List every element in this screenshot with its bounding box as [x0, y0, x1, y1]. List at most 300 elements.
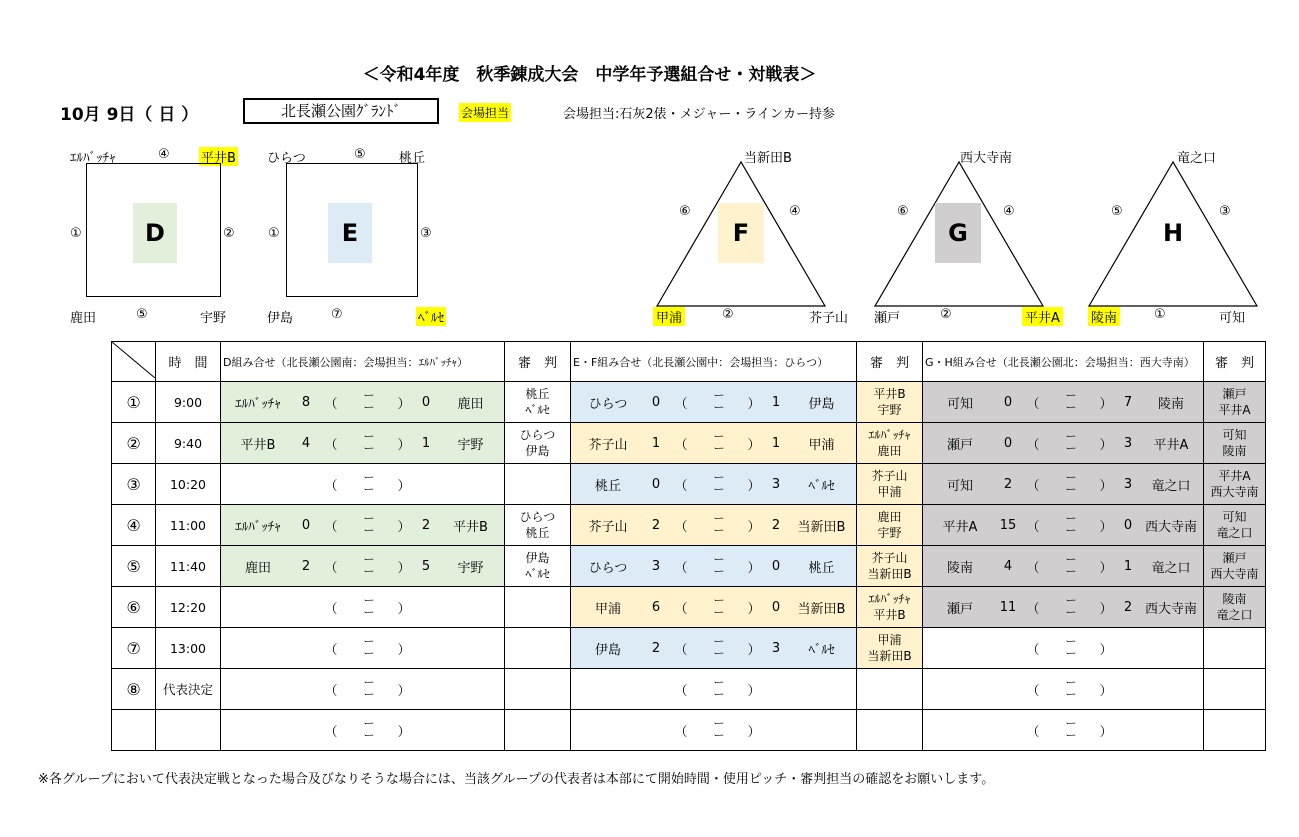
dash-bottom: ー [1065, 688, 1077, 701]
score-home: 0 [1003, 394, 1013, 410]
schedule-table [111, 341, 1266, 751]
dash-bottom: ー [1065, 483, 1077, 496]
match-time: 9:40 [156, 423, 221, 464]
team-home: 鹿田 [244, 560, 271, 576]
referee-1: 平井B [873, 387, 906, 401]
score-home: 0 [651, 476, 661, 492]
score-dash [345, 677, 393, 701]
referee-2: ﾍﾞﾙｾ [525, 567, 550, 581]
dash-top: ー [1065, 389, 1077, 402]
match-cell-ef [571, 546, 857, 587]
open-paren: （ [1026, 396, 1040, 412]
close-paren: ） [397, 519, 411, 535]
dash-bottom: ー [1065, 442, 1077, 455]
referee-cell [857, 546, 923, 587]
referee-cell [1204, 505, 1266, 546]
score-home: 8 [301, 394, 311, 410]
close-paren: ） [1099, 519, 1113, 535]
score-dash [1047, 431, 1095, 455]
dash-top: ー [363, 430, 375, 443]
close-paren: ） [747, 601, 761, 617]
referee-2: 平井B [873, 608, 906, 622]
team-home: ｴﾙﾊﾞｯﾁｬ [235, 396, 281, 412]
score-dash [345, 636, 393, 660]
match-time [156, 710, 221, 751]
open-paren: （ [674, 683, 688, 699]
round-number: ③ [112, 464, 156, 505]
referee-cell [1204, 669, 1266, 710]
group-f-num-bottom: ② [722, 307, 734, 322]
open-paren: （ [1026, 560, 1040, 576]
team-home: 瀬戸 [946, 437, 973, 453]
table-row [112, 628, 1266, 669]
close-paren: ） [1099, 601, 1113, 617]
close-paren: ） [1099, 437, 1113, 453]
referee-1: 鹿田 [877, 510, 902, 524]
referee-2: 桃丘 [525, 526, 550, 540]
score-dash [695, 472, 743, 496]
referee-cell [857, 505, 923, 546]
referee-cell [1204, 546, 1266, 587]
team-home: 瀬戸 [946, 601, 973, 617]
dash-top: ー [713, 676, 725, 689]
table-row [112, 382, 1266, 423]
team-home: ひらつ [588, 396, 628, 412]
referee-cell [857, 464, 923, 505]
referee-cell [505, 587, 571, 628]
open-paren: （ [674, 724, 688, 740]
group-h-label: H [1162, 219, 1184, 247]
dash-bottom: ー [1065, 524, 1077, 537]
close-paren: ） [747, 478, 761, 494]
dash-top: ー [1065, 430, 1077, 443]
score-dash [1047, 472, 1095, 496]
dash-bottom: ー [363, 688, 375, 701]
open-paren: （ [1026, 519, 1040, 535]
referee-1: 可知 [1222, 428, 1247, 442]
match-cell-gh [923, 464, 1204, 505]
header-gh: G・H組み合せ（北長瀬公園北：会場担当：西大寺南） [923, 342, 1204, 382]
team-away: 鹿田 [457, 396, 484, 412]
dash-top: ー [713, 717, 725, 730]
score-away: 0 [1123, 517, 1133, 533]
match-time: 11:00 [156, 505, 221, 546]
score-away: 5 [421, 558, 431, 574]
open-paren: （ [324, 683, 338, 699]
score-away: 3 [771, 640, 781, 656]
referee-cell [857, 710, 923, 751]
referee-cell [1204, 423, 1266, 464]
dash-top: ー [363, 471, 375, 484]
dash-bottom: ー [713, 401, 725, 414]
match-date: 10月 9日（ 日 ） [60, 105, 199, 125]
score-away: 2 [771, 517, 781, 533]
match-cell-ef [571, 423, 857, 464]
team-home: 平井B [240, 437, 276, 453]
group-d-num-bottom: ⑤ [136, 307, 148, 322]
referee-cell [1204, 628, 1266, 669]
referee-2: 宇野 [877, 526, 902, 540]
score-home: 2 [1003, 476, 1013, 492]
referee-cell [505, 464, 571, 505]
group-e-num-bottom: ⑦ [331, 307, 343, 322]
score-home: 4 [1003, 558, 1013, 574]
referee-2: 陵南 [1222, 444, 1247, 458]
score-home: 0 [1003, 435, 1013, 451]
dash-bottom: ー [1065, 606, 1077, 619]
team-home: 伊島 [594, 642, 621, 658]
open-paren: （ [1026, 724, 1040, 740]
header-d: D組み合せ（北長瀬公園南：会場担当：ｴﾙﾊﾞｯﾁｬ） [221, 342, 505, 382]
close-paren: ） [397, 396, 411, 412]
round-number: ⑥ [112, 587, 156, 628]
open-paren: （ [324, 478, 338, 494]
referee-2: 西大寺南 [1210, 485, 1259, 499]
team-away: 宇野 [457, 437, 484, 453]
open-paren: （ [674, 478, 688, 494]
match-cell-gh [923, 587, 1204, 628]
referee-2: 西大寺南 [1210, 567, 1259, 581]
match [923, 669, 1203, 709]
group-f-team-bl: 甲浦 [653, 307, 685, 326]
dash-top: ー [363, 389, 375, 402]
dash-bottom: ー [1065, 729, 1077, 742]
referee-2: 当新田B [867, 649, 912, 663]
referee-cell [1204, 710, 1266, 751]
group-d-label: D [133, 203, 177, 263]
referee-1: 伊島 [525, 551, 550, 565]
round-number: ④ [112, 505, 156, 546]
match-cell-ef [571, 669, 857, 710]
dash-top: ー [363, 635, 375, 648]
close-paren: ） [397, 724, 411, 740]
round-number [112, 710, 156, 751]
dash-bottom: ー [713, 483, 725, 496]
dash-bottom: ー [713, 442, 725, 455]
match [923, 710, 1203, 750]
score-dash [1047, 513, 1095, 537]
group-d-team-bl: 鹿田 [70, 311, 97, 326]
round-number: ② [112, 423, 156, 464]
score-home: 3 [651, 558, 661, 574]
close-paren: ） [747, 519, 761, 535]
referee-1: ひらつ [519, 510, 556, 524]
round-number: ⑦ [112, 628, 156, 669]
group-h-team-br: 可知 [1219, 311, 1246, 326]
team-home: 可知 [946, 396, 973, 412]
team-away: 西大寺南 [1144, 601, 1197, 617]
score-home: 15 [999, 517, 1017, 533]
match [221, 587, 504, 627]
dash-top: ー [713, 430, 725, 443]
match [571, 628, 856, 668]
dash-bottom: ー [1065, 565, 1077, 578]
dash-top: ー [713, 389, 725, 402]
group-d-num-top: ④ [158, 147, 170, 162]
dash-top: ー [1065, 553, 1077, 566]
match-cell-d [221, 669, 505, 710]
score-home: 11 [999, 599, 1017, 615]
team-home: 可知 [946, 478, 973, 494]
match [571, 546, 856, 586]
duty-tag: 会場担当 [459, 103, 511, 122]
dash-top: ー [1065, 594, 1077, 607]
table-row [112, 669, 1266, 710]
header-ref-1: 審 判 [505, 342, 571, 382]
dash-top: ー [713, 471, 725, 484]
match-cell-d [221, 382, 505, 423]
dash-top: ー [363, 553, 375, 566]
referee-1: ひらつ [519, 428, 556, 442]
open-paren: （ [674, 642, 688, 658]
referee-2: 竜之口 [1216, 608, 1253, 622]
group-d-num-right: ② [223, 226, 235, 241]
dash-top: ー [1065, 471, 1077, 484]
round-number: ① [112, 382, 156, 423]
open-paren: （ [674, 560, 688, 576]
match [221, 464, 504, 504]
table-row [112, 710, 1266, 751]
match-cell-ef [571, 587, 857, 628]
match-cell-ef [571, 505, 857, 546]
match [923, 628, 1203, 668]
dash-top: ー [363, 717, 375, 730]
header-ef: E・F組み合せ（北長瀬公園中：会場担当：ひらつ） [571, 342, 857, 382]
match-cell-d [221, 505, 505, 546]
open-paren: （ [1026, 437, 1040, 453]
referee-cell [1204, 382, 1266, 423]
score-away: 0 [421, 394, 431, 410]
score-dash [1047, 677, 1095, 701]
footer-note: ※各グループにおいて代表決定戦となった場合及びなりそうな場合には、当該グループの代表者は本部にて開始時間・使用ピッチ・審判担当の確認をお願いします。 [38, 772, 995, 787]
match [923, 505, 1203, 545]
table-row [112, 546, 1266, 587]
header-ref-2: 審 判 [857, 342, 923, 382]
dash-bottom: ー [713, 688, 725, 701]
dash-bottom: ー [363, 524, 375, 537]
referee-cell [857, 423, 923, 464]
score-dash [1047, 718, 1095, 742]
open-paren: （ [324, 396, 338, 412]
round-number: ⑧ [112, 669, 156, 710]
referee-cell [857, 628, 923, 669]
referee-2: 竜之口 [1216, 526, 1253, 540]
group-f-label: F [718, 203, 764, 263]
score-dash [1047, 390, 1095, 414]
referee-cell [1204, 587, 1266, 628]
referee-cell [505, 710, 571, 751]
referee-1: ｴﾙﾊﾞｯﾁｬ [868, 428, 911, 442]
match-cell-d [221, 423, 505, 464]
score-away: 3 [1123, 435, 1133, 451]
match-cell-d [221, 587, 505, 628]
dash-top: ー [713, 635, 725, 648]
referee-cell [505, 423, 571, 464]
open-paren: （ [674, 396, 688, 412]
referee-2: 平井A [1218, 403, 1251, 417]
score-dash [695, 636, 743, 660]
dash-top: ー [1065, 676, 1077, 689]
match [571, 669, 856, 709]
table-row [112, 505, 1266, 546]
score-dash [345, 472, 393, 496]
round-number: ⑤ [112, 546, 156, 587]
match-cell-gh [923, 710, 1204, 751]
match [571, 505, 856, 545]
close-paren: ） [747, 560, 761, 576]
team-away: 西大寺南 [1144, 519, 1197, 535]
match [221, 423, 504, 463]
open-paren: （ [324, 724, 338, 740]
team-away: 甲浦 [808, 437, 835, 453]
venue-box: 北長瀬公園ｸﾞﾗﾝﾄﾞ [243, 98, 439, 124]
open-paren: （ [324, 601, 338, 617]
score-home: 0 [301, 517, 311, 533]
open-paren: （ [324, 437, 338, 453]
referee-cell [505, 628, 571, 669]
dash-bottom: ー [363, 729, 375, 742]
group-e-team-br: ﾍﾞﾙｾ [416, 307, 446, 326]
match-time: 13:00 [156, 628, 221, 669]
match-time: 12:20 [156, 587, 221, 628]
match-cell-gh [923, 505, 1204, 546]
group-h-num-right: ③ [1219, 204, 1231, 219]
match-cell-ef [571, 710, 857, 751]
group-e-num-left: ① [268, 226, 280, 241]
match [923, 464, 1203, 504]
table-header-row [112, 342, 1266, 382]
group-h-num-left: ⑤ [1111, 204, 1123, 219]
dash-bottom: ー [363, 647, 375, 660]
open-paren: （ [1026, 642, 1040, 658]
open-paren: （ [324, 642, 338, 658]
referee-2: 鹿田 [877, 444, 902, 458]
score-away: 0 [771, 558, 781, 574]
dash-bottom: ー [713, 647, 725, 660]
group-f-team-apex: 当新田B [744, 151, 792, 166]
close-paren: ） [747, 437, 761, 453]
dash-bottom: ー [363, 483, 375, 496]
team-home: 平井A [942, 519, 978, 535]
group-h-team-bl: 陵南 [1088, 307, 1120, 326]
diagonal-line [112, 342, 155, 378]
referee-cell [505, 382, 571, 423]
team-away: ﾍﾞﾙｾ [808, 642, 835, 658]
dash-top: ー [713, 553, 725, 566]
referee-1: 瀬戸 [1222, 387, 1247, 401]
match-cell-ef [571, 464, 857, 505]
referee-1: 陵南 [1222, 592, 1247, 606]
dash-top: ー [363, 594, 375, 607]
dash-bottom: ー [713, 606, 725, 619]
match-time: 11:40 [156, 546, 221, 587]
close-paren: ） [747, 642, 761, 658]
referee-1: 甲浦 [877, 633, 902, 647]
group-d-team-tl: ｴﾙﾊﾞｯﾁｬ [70, 151, 116, 166]
dash-bottom: ー [713, 524, 725, 537]
match [571, 464, 856, 504]
close-paren: ） [397, 478, 411, 494]
match-cell-gh [923, 628, 1204, 669]
dash-bottom: ー [713, 565, 725, 578]
open-paren: （ [324, 560, 338, 576]
group-e-team-tr: 桃丘 [399, 151, 426, 166]
score-dash [695, 595, 743, 619]
dash-top: ー [1065, 512, 1077, 525]
team-home: 芥子山 [588, 519, 628, 535]
dash-bottom: ー [363, 565, 375, 578]
score-dash [1047, 595, 1095, 619]
group-f-team-br: 芥子山 [809, 311, 849, 326]
match-cell-d [221, 628, 505, 669]
table-row [112, 464, 1266, 505]
referee-1: ｴﾙﾊﾞｯﾁｬ [868, 592, 911, 606]
team-away: 平井A [1153, 437, 1189, 453]
referee-2: 宇野 [877, 403, 902, 417]
dash-bottom: ー [363, 401, 375, 414]
referee-1: 平井A [1218, 469, 1251, 483]
score-home: 2 [651, 517, 661, 533]
close-paren: ） [747, 683, 761, 699]
match [221, 669, 504, 709]
score-away: 1 [1123, 558, 1133, 574]
table-row [112, 587, 1266, 628]
score-dash [695, 513, 743, 537]
referee-1: 芥子山 [871, 551, 908, 565]
score-home: 2 [651, 640, 661, 656]
match-time: 9:00 [156, 382, 221, 423]
score-dash [695, 554, 743, 578]
close-paren: ） [1099, 683, 1113, 699]
dash-top: ー [713, 512, 725, 525]
team-away: 平井B [453, 519, 488, 535]
score-dash [345, 554, 393, 578]
match-time: 代表決定 [156, 669, 221, 710]
score-away: 3 [771, 476, 781, 492]
match-cell-gh [923, 546, 1204, 587]
close-paren: ） [1099, 560, 1113, 576]
dash-bottom: ー [363, 442, 375, 455]
score-away: 0 [771, 599, 781, 615]
dash-top: ー [1065, 717, 1077, 730]
group-g-label: G [935, 203, 981, 263]
group-f-num-left: ⑥ [679, 204, 691, 219]
match [221, 710, 504, 750]
open-paren: （ [324, 519, 338, 535]
match [923, 587, 1203, 627]
close-paren: ） [397, 683, 411, 699]
open-paren: （ [1026, 601, 1040, 617]
match [221, 505, 504, 545]
group-e-num-right: ③ [420, 226, 432, 241]
score-dash [345, 513, 393, 537]
score-dash [695, 718, 743, 742]
match [923, 382, 1203, 422]
referee-1: 瀬戸 [1222, 551, 1247, 565]
referee-1: 桃丘 [525, 387, 550, 401]
close-paren: ） [1099, 396, 1113, 412]
dash-top: ー [1065, 635, 1077, 648]
score-dash [345, 595, 393, 619]
group-g-num-right: ④ [1003, 204, 1015, 219]
referee-1: 芥子山 [871, 469, 908, 483]
close-paren: ） [397, 560, 411, 576]
score-away: 1 [421, 435, 431, 451]
match-cell-gh [923, 423, 1204, 464]
team-away: 竜之口 [1151, 560, 1191, 576]
match [221, 546, 504, 586]
match-cell-gh [923, 669, 1204, 710]
